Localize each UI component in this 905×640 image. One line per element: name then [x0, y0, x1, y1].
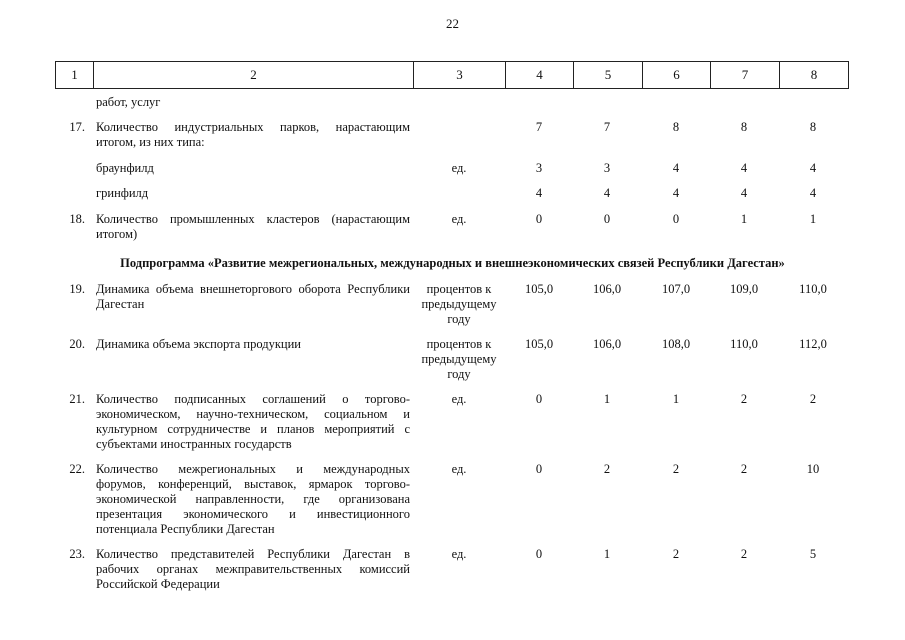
row-unit-line: предыдущему: [421, 352, 497, 366]
header-col-5: 5: [574, 62, 643, 89]
row-name-line: Динамика объема экспорта продукции: [96, 337, 301, 351]
row-name: [96, 186, 410, 201]
row-number: 22.: [69, 462, 85, 476]
row-name-line: субъектами иностранных государств: [96, 437, 292, 451]
row-name-line: Дагестан: [96, 297, 145, 311]
row-value: 3: [535, 161, 543, 175]
row-unit-line: ед.: [451, 392, 467, 406]
row-unit-line: процентов к: [426, 337, 492, 351]
header-col-7: 7: [711, 62, 780, 89]
row-name: [96, 462, 410, 537]
row-value: 8: [809, 120, 817, 134]
row-unit-line: ед.: [451, 547, 467, 561]
row-value: 8: [672, 120, 680, 134]
row-name-line: Количество промышленных кластеров (нарастающим: [96, 212, 410, 226]
row-number: 23.: [69, 547, 85, 561]
row-unit: [413, 547, 505, 562]
row-value: 105,0: [524, 282, 554, 296]
row-number: 17.: [69, 120, 85, 134]
row-value: 0: [603, 212, 611, 226]
row-value: 4: [740, 161, 748, 175]
header-col-1: 1: [56, 62, 94, 89]
row-value: 8: [740, 120, 748, 134]
row-name: [96, 161, 410, 176]
row-name: [96, 282, 410, 312]
row-unit-line: году: [447, 312, 471, 326]
row-value: 2: [740, 547, 748, 561]
row-name: [96, 392, 410, 452]
row-unit: [413, 337, 505, 382]
row-name-line: Количество индустриальных парков, нарастающим: [96, 120, 410, 134]
row-value: 4: [672, 186, 680, 200]
row-value: 10: [806, 462, 820, 476]
row-value: 110,0: [799, 282, 827, 296]
row-value: 2: [740, 462, 748, 476]
row-unit: ед.: [451, 212, 467, 226]
row-value: 106,0: [592, 282, 622, 296]
row-value: 110,0: [730, 337, 758, 351]
row-value: 4: [809, 186, 817, 200]
row-unit-line: процентов к: [426, 282, 492, 296]
row-unit: [413, 392, 505, 407]
row-name-line: гринфилд: [96, 186, 149, 200]
row-value: 2: [603, 462, 611, 476]
row-name-line: Динамика объема внешнеторгового оборота Республики: [96, 282, 410, 296]
row-value: 4: [603, 186, 611, 200]
row-value: 2: [672, 462, 680, 476]
header-col-2: 2: [94, 62, 414, 89]
row-value: 105,0: [524, 337, 554, 351]
row-name: [96, 547, 410, 592]
row-value: 1: [672, 392, 680, 406]
row-name-line: рабочих органах межправительственных комиссий: [96, 562, 410, 576]
row-value: 7: [603, 120, 611, 134]
row-name-line: потенциала Республики Дагестан: [96, 522, 275, 536]
row-name-line: итогом, из них типа:: [96, 135, 205, 149]
row-name: [96, 120, 410, 150]
row-number: 18.: [69, 212, 85, 226]
row-name-line: Российской Федерации: [96, 577, 220, 591]
row-value: 112,0: [799, 337, 827, 351]
row-value: 4: [672, 161, 680, 175]
page-number: 22: [446, 16, 459, 31]
row-number: 21.: [69, 392, 85, 406]
row-value: 3: [603, 161, 611, 175]
header-col-6: 6: [643, 62, 711, 89]
row-unit-line: ед.: [451, 462, 467, 476]
row-value: 108,0: [661, 337, 691, 351]
row-value: 0: [535, 547, 543, 561]
row-value: 5: [809, 547, 817, 561]
row-value: 107,0: [661, 282, 691, 296]
row-value: 2: [809, 392, 817, 406]
row-name-line: браунфилд: [96, 161, 154, 175]
row-name-line: форумов, конференций, выставок, ярмарок торгово-: [96, 477, 410, 491]
row-value: 2: [672, 547, 680, 561]
row-number: 19.: [69, 282, 85, 296]
row-value: 106,0: [592, 337, 622, 351]
header-col-8: 8: [780, 62, 849, 89]
header-col-3: 3: [414, 62, 506, 89]
row-value: 7: [535, 120, 543, 134]
continuation-text: работ, услуг: [96, 95, 161, 109]
row-value: 2: [740, 392, 748, 406]
row-name-line: культурном сотрудничестве и планов мероприятий с: [96, 422, 410, 436]
row-name-line: экономическом, научно-техническом, социальном и: [96, 407, 410, 421]
row-name: [96, 337, 410, 352]
row-value: 0: [672, 212, 680, 226]
row-value: 0: [535, 212, 543, 226]
row-unit-line: предыдущему: [421, 297, 497, 311]
row-name-line: Количество межрегиональных и международных: [96, 462, 410, 476]
row-value: 0: [535, 392, 543, 406]
row-value: 1: [740, 212, 748, 226]
row-value: 4: [740, 186, 748, 200]
row-name-line: Количество представителей Республики Дагестан в: [96, 547, 410, 561]
row-unit: ед.: [451, 161, 467, 175]
row-name-line: презентация экономического и инвестиционного: [96, 507, 410, 521]
row-name-line: итогом): [96, 227, 138, 241]
row-value: 1: [603, 392, 611, 406]
row-value: 1: [809, 212, 817, 226]
row-value: 109,0: [729, 282, 759, 296]
header-col-4: 4: [506, 62, 574, 89]
row-name: [96, 212, 410, 242]
row-unit-line: году: [447, 367, 471, 381]
subprogram-title: Подпрограмма «Развитие межрегиональных, международных и внешнеэкономических связей Республики Дагестан»: [120, 256, 785, 270]
table-header: [55, 61, 849, 89]
row-unit: [413, 462, 505, 477]
row-number: 20.: [69, 337, 85, 351]
row-value: 4: [809, 161, 817, 175]
row-value: 0: [535, 462, 543, 476]
row-name-line: Количество подписанных соглашений о торгово-: [96, 392, 410, 406]
row-unit: [413, 282, 505, 327]
row-value: 1: [603, 547, 611, 561]
row-value: 4: [535, 186, 543, 200]
row-name-line: экономической направленности, где организована: [96, 492, 410, 506]
